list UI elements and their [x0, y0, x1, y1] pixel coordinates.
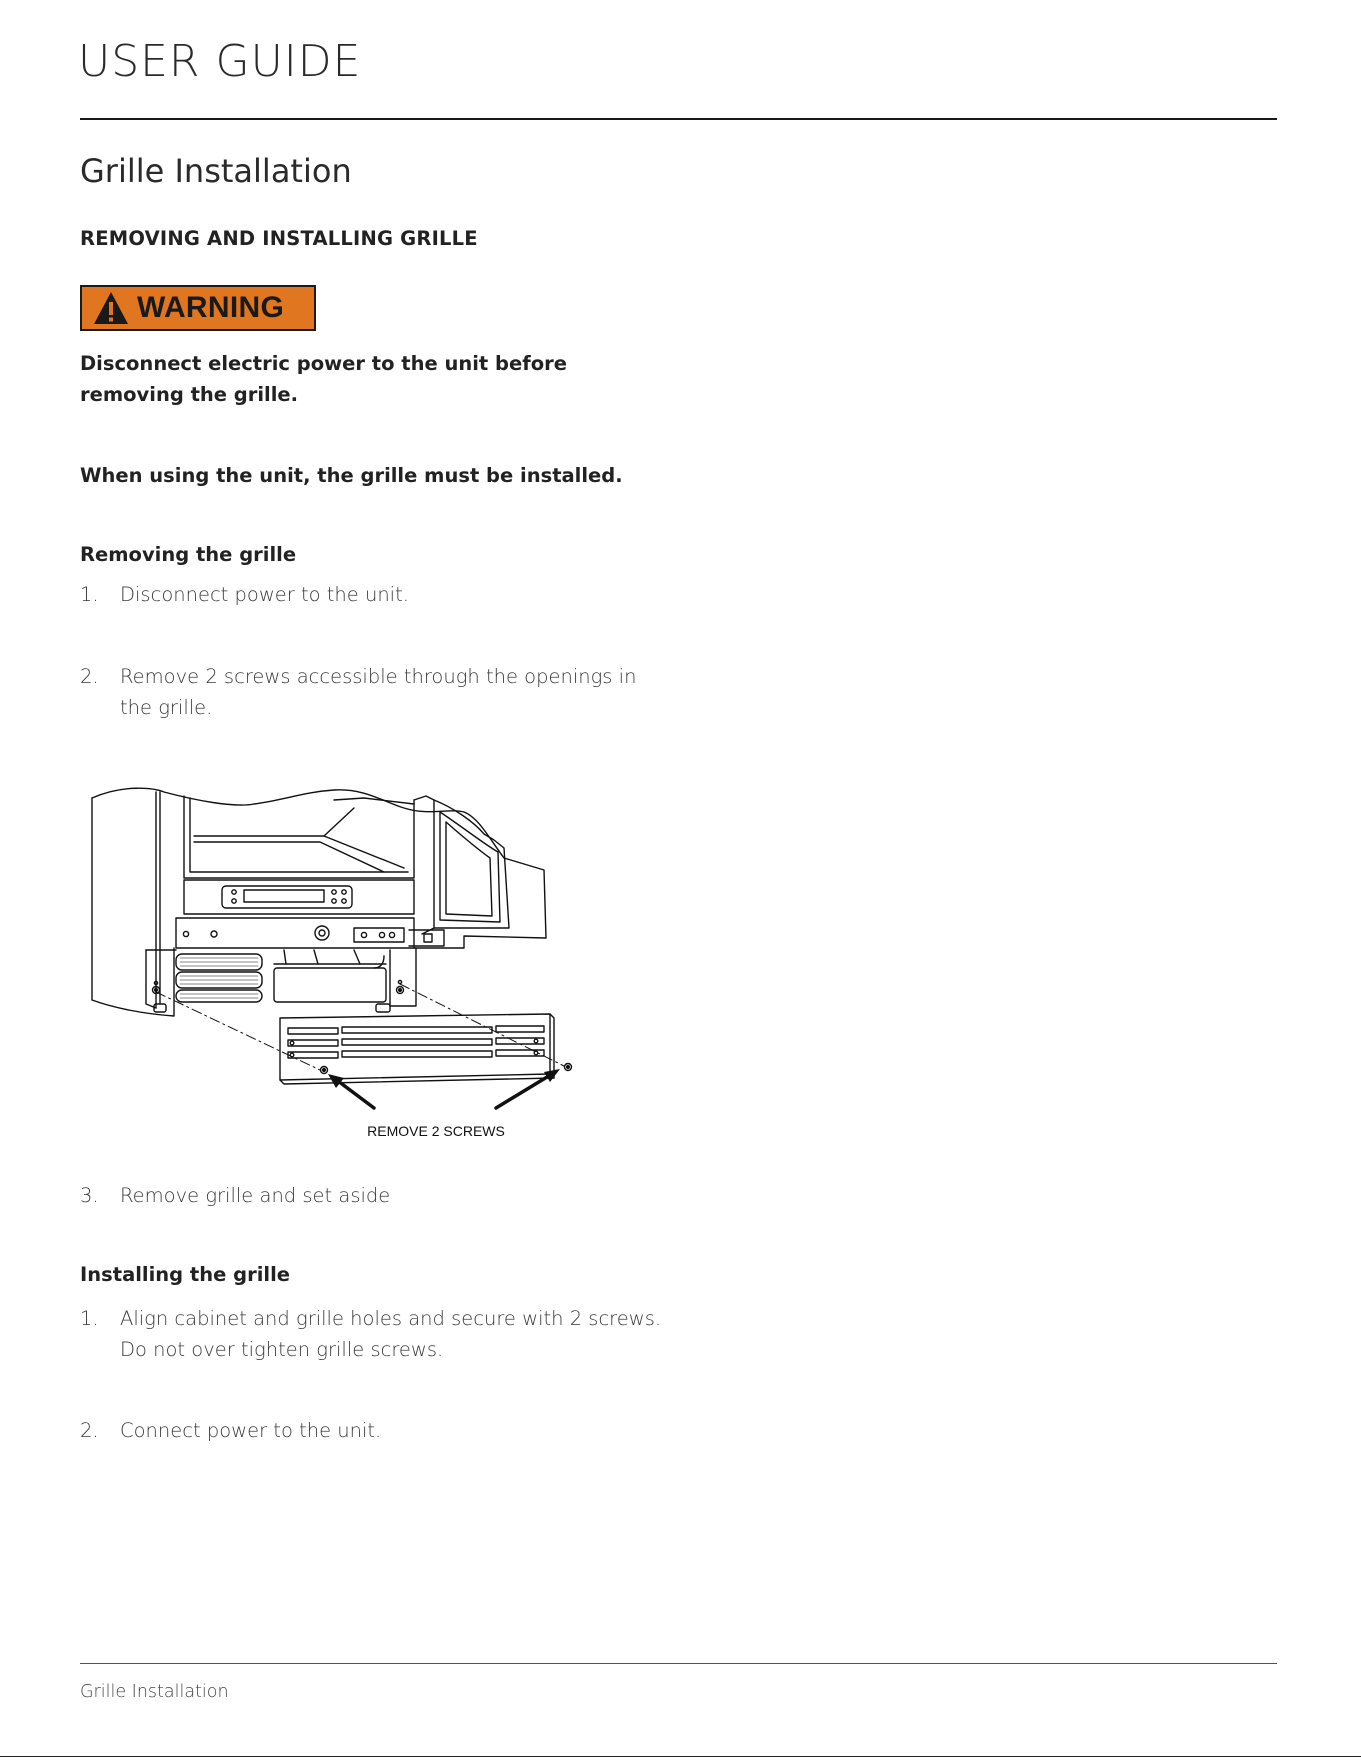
- grille-removal-diagram: [84, 778, 644, 1150]
- step-text: Remove 2 screws accessible through the openings in the grille.: [120, 665, 637, 719]
- removing-step-1: [80, 579, 680, 610]
- step-text: Connect power to the unit.: [120, 1419, 382, 1442]
- step-number: 3.: [80, 1184, 99, 1207]
- installing-step-1: [80, 1303, 685, 1365]
- step-number: 1.: [80, 1307, 99, 1330]
- step-text: Disconnect power to the unit.: [120, 583, 409, 606]
- step-number: 2.: [80, 665, 99, 688]
- removing-step-3: [80, 1180, 680, 1211]
- step-text: Remove grille and set aside: [120, 1184, 391, 1207]
- removing-step-2: [80, 661, 660, 723]
- step-text: Align cabinet and grille holes and secure with 2 screws. Do not over tighten grille screws.: [120, 1307, 662, 1361]
- document-title: USER GUIDE: [78, 36, 362, 87]
- warning-banner: [80, 285, 316, 331]
- installation-note: When using the unit, the grille must be installed.: [80, 464, 623, 487]
- removing-heading: Removing the grille: [80, 543, 297, 566]
- page-edge: [0, 1756, 1361, 1757]
- installing-step-2: [80, 1415, 680, 1446]
- section-subheading: REMOVING AND INSTALLING GRILLE: [80, 227, 478, 250]
- warning-triangle-icon: [92, 290, 130, 326]
- header-divider: [80, 118, 1277, 120]
- step-number: 2.: [80, 1419, 99, 1442]
- section-title: Grille Installation: [80, 152, 352, 190]
- warning-text: Disconnect electric power to the unit before removing the grille.: [80, 352, 567, 406]
- installing-heading: Installing the grille: [80, 1263, 290, 1286]
- footer-divider: [80, 1663, 1277, 1664]
- warning-label: WARNING: [137, 291, 285, 324]
- step-number: 1.: [80, 583, 99, 606]
- footer-label: Grille Installation: [80, 1682, 229, 1702]
- figure-label: REMOVE 2 SCREWS: [367, 1123, 505, 1139]
